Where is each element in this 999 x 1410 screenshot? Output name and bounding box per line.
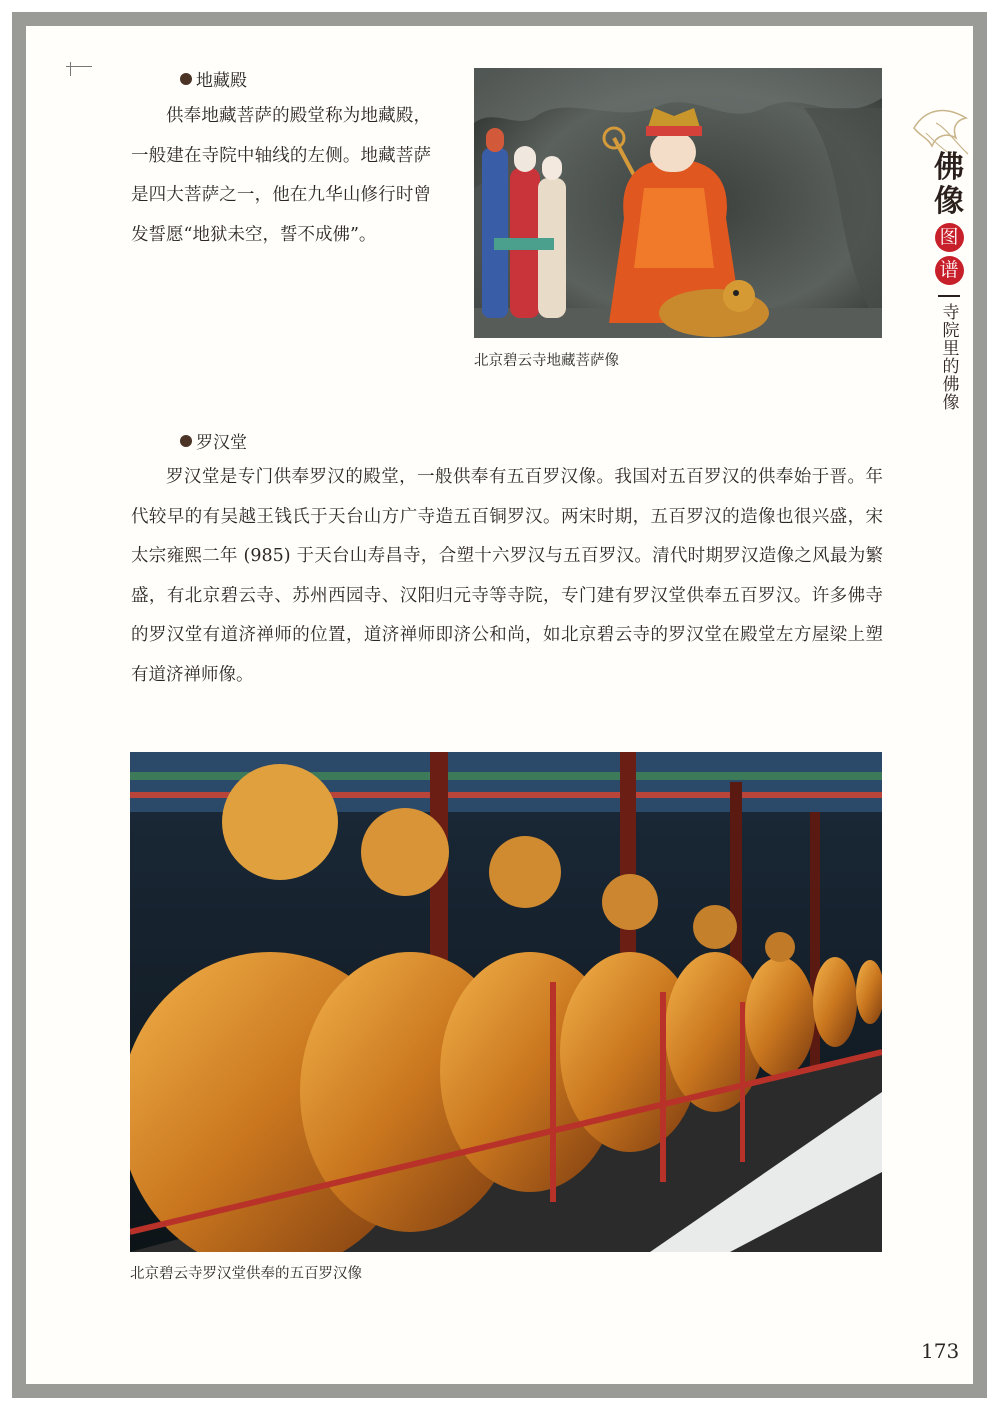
page-number: 173	[921, 1339, 960, 1363]
sidebar-title-char: 佛	[934, 150, 964, 185]
photo-caption-luohan: 北京碧云寺罗汉堂供奉的五百罗汉像	[130, 1266, 362, 1282]
section-heading-text: 地藏殿	[196, 71, 247, 91]
bullet-icon	[180, 73, 192, 85]
photo-five-hundred-arhats	[130, 752, 882, 1252]
book-page	[26, 26, 973, 1384]
sidebar-title-char: 像	[934, 184, 964, 219]
section-heading-text: 罗汉堂	[196, 433, 247, 453]
sidebar-chapter-title: 寺院里的佛像	[938, 303, 959, 411]
paragraph-luohan: 罗汉堂是专门供奉罗汉的殿堂，一般供奉有五百罗汉像。我国对五百罗汉的供奉始于晋。年代较早的有吴越王钱氏于天台山方广寺造五百铜罗汉。两宋时期，五百罗汉的造像也很兴盛，宋太宗雍熙二年 (985) 于天台山寿昌寺，合塑十六罗汉与五百罗汉。清代时期罗汉造像之风最为繁盛，有北京碧云寺、苏州西园寺、汉阳归元寺等寺院，专门建有罗汉堂供奉五百罗汉。许多佛寺的罗汉堂有道济禅师的位置，道济禅师即济公和尚，如北京碧云寺的罗汉堂在殿堂左方屋梁上塑有道济禅师像。	[131, 467, 883, 685]
section-heading-dizang	[180, 66, 247, 91]
sidebar-circle-char: 谱	[935, 256, 964, 285]
sidebar-divider	[938, 295, 960, 297]
book-sidebar-title	[924, 151, 973, 411]
photo-dizang-bodhisattva	[474, 68, 882, 338]
paragraph-dizang: 供奉地藏菩萨的殿堂称为地藏殿，一般建在寺院中轴线的左侧。地藏菩萨是四大菩萨之一，他在九华山修行时曾发誓愿“地狱未空，誓不成佛”。	[131, 106, 431, 245]
section-heading-luohan	[180, 428, 247, 453]
photo-caption-dizang: 北京碧云寺地藏菩萨像	[474, 353, 619, 369]
bullet-icon	[180, 435, 192, 447]
crop-mark	[70, 62, 71, 76]
sidebar-circle-char: 图	[935, 223, 964, 252]
